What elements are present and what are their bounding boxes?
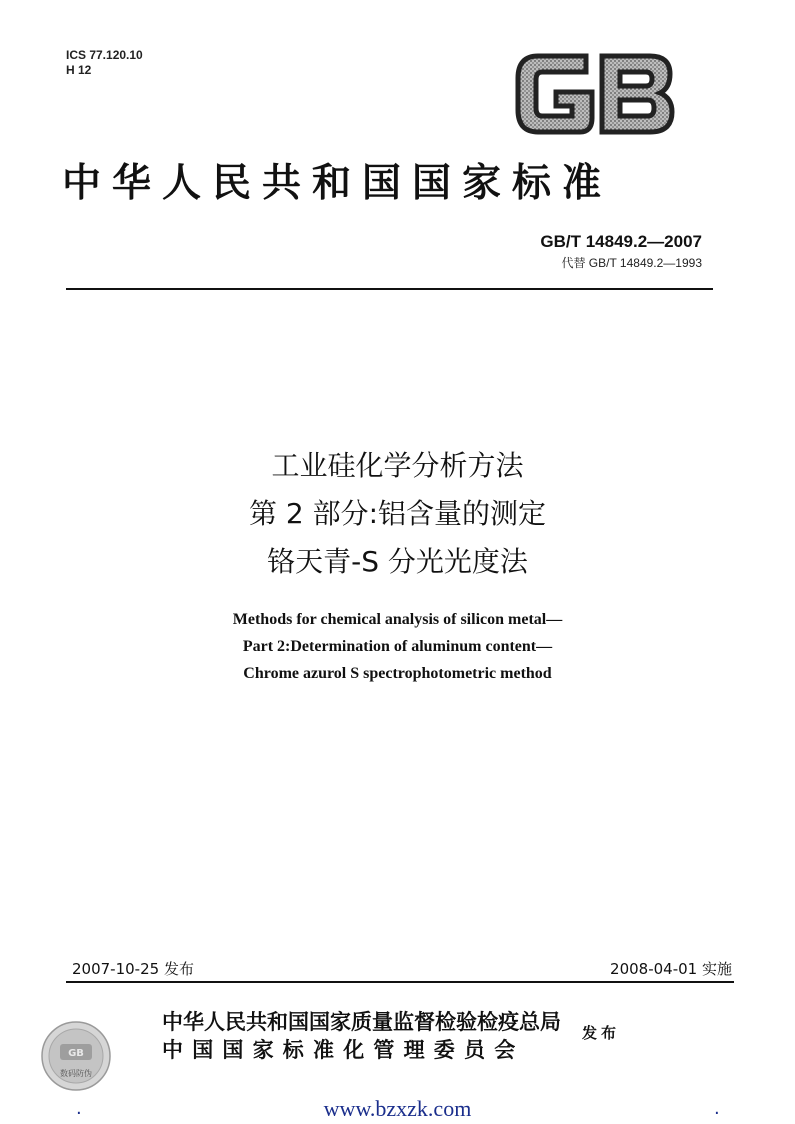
issuing-agencies bbox=[162, 1008, 561, 1064]
chinese-title-line-3: 铬天青-S 分光光度法 bbox=[267, 545, 528, 578]
standard-number: GB/T 14849.2—2007 bbox=[540, 232, 702, 251]
chinese-title bbox=[0, 442, 795, 586]
publish-label: 发布 bbox=[582, 1024, 621, 1042]
english-title bbox=[0, 606, 795, 687]
header-rule bbox=[66, 288, 713, 290]
replaces-standard: 代替 GB/T 14849.2—1993 bbox=[561, 256, 702, 270]
chinese-title-line-1: 工业硅化学分析方法 bbox=[271, 449, 524, 482]
standard-number-block bbox=[540, 232, 702, 271]
ccs-code: H 12 bbox=[66, 63, 92, 77]
english-title-line-3: Chrome azurol S spectrophotometric method bbox=[243, 665, 552, 682]
issuer-aqsiq: 中华人民共和国国家质量监督检验检疫总局 bbox=[162, 1010, 561, 1034]
issuer-sac: 中国国家标准化管理委员会 bbox=[162, 1038, 525, 1062]
footer-dot-left: . bbox=[76, 1098, 82, 1119]
footer-dot-right: . bbox=[714, 1098, 720, 1119]
seal-label: 数码防伪 bbox=[60, 1069, 92, 1078]
implementation-date: 2008-04-01 实施 bbox=[610, 960, 732, 978]
website-link[interactable]: www.bzxzk.com bbox=[323, 1096, 472, 1121]
gb-logo bbox=[510, 48, 680, 140]
english-title-line-1: Methods for chemical analysis of silicon metal— bbox=[232, 611, 563, 628]
footer-rule bbox=[66, 981, 734, 983]
national-standard-heading: 中华人民共和国国家标准 bbox=[62, 161, 613, 206]
issue-date: 2007-10-25 发布 bbox=[72, 960, 194, 978]
english-title-line-2: Part 2:Determination of aluminum content— bbox=[242, 638, 553, 655]
ics-code: ICS 77.120.10 bbox=[66, 48, 143, 62]
classification-codes bbox=[66, 48, 143, 78]
anti-counterfeit-seal-icon bbox=[40, 1020, 112, 1092]
chinese-title-line-2: 第 2 部分:铝含量的测定 bbox=[248, 497, 547, 530]
svg-text:GB: GB bbox=[68, 1048, 84, 1059]
